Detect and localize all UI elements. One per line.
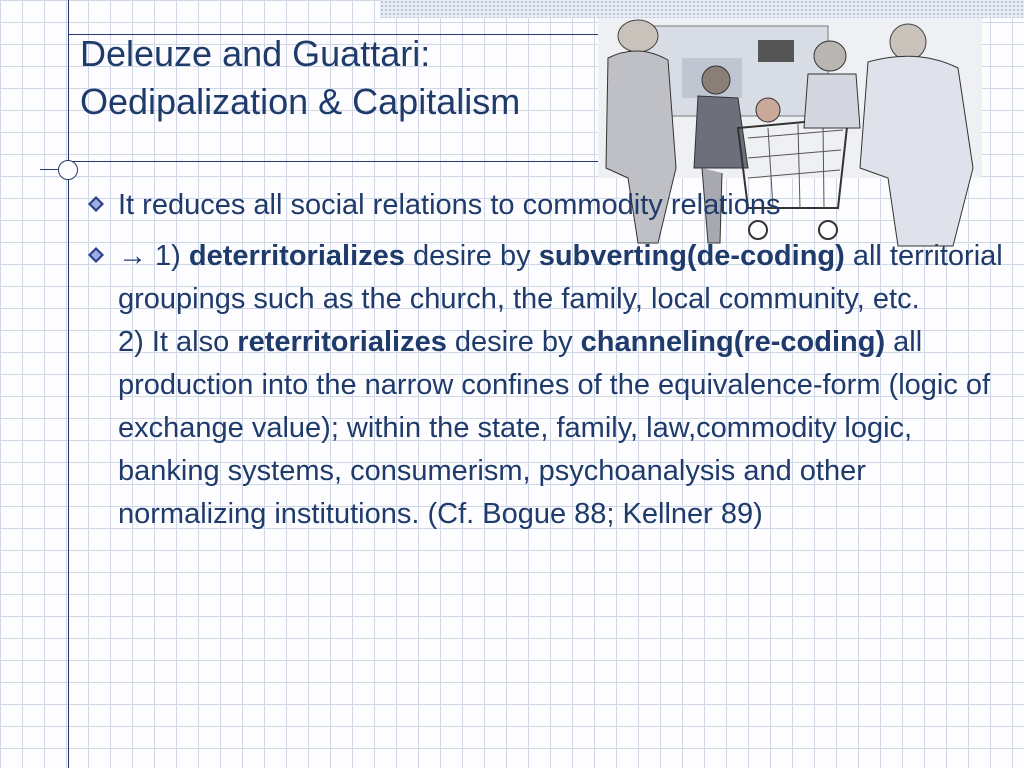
- slide-title: [80, 30, 520, 126]
- arrow-icon: →: [118, 240, 147, 272]
- title-anchor-circle: [58, 160, 78, 180]
- bullet-2-text-4: 2) It also: [118, 326, 238, 358]
- title-line-2: Oedipalization & Capitalism: [80, 81, 521, 122]
- bullet-2-text-5: desire by: [446, 326, 581, 358]
- term-reterritorializes: reterritorializes: [237, 326, 447, 358]
- diamond-bullet-icon: [88, 247, 104, 263]
- title-connector-line: [40, 169, 58, 170]
- slide-body: [84, 184, 1014, 544]
- bullet-1-text: It reduces all social relations to commodity relations: [118, 189, 781, 221]
- bullet-2-text-3: all territorial groupings such as the church, the family, local community, etc.: [118, 240, 1003, 315]
- bullet-item-1: [84, 184, 1014, 227]
- term-channeling: channeling(re-coding): [580, 326, 886, 358]
- title-line-1: Deleuze and Guattari:: [80, 33, 431, 74]
- term-deterritorializes: deterritorializes: [188, 240, 405, 272]
- diamond-bullet-icon: [88, 196, 104, 212]
- bullet-2-text-6: all production into the narrow confines of the equivalence-form (logic of exchange value); within the state, family, law,commodity logic, banking systems, consumerism, psychoanalysis and other normalizing institutions. (Cf. Bogue 88; Kellner 89): [118, 326, 991, 530]
- bullet-2-text-1: 1): [147, 240, 189, 272]
- bullet-2-text-2: desire by: [404, 240, 539, 272]
- top-dotted-band: [380, 0, 1024, 18]
- bullet-item-2: [84, 235, 1014, 536]
- term-subverting: subverting(de-coding): [538, 240, 845, 272]
